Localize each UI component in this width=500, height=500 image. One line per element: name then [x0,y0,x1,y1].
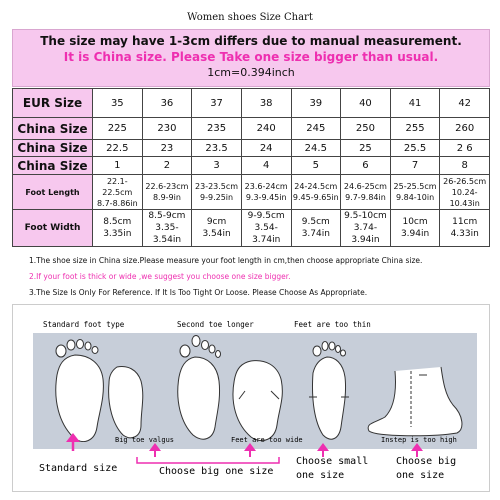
size-cell: 41 [390,89,440,118]
size-cell: 7 [390,157,440,175]
size-cell [192,210,242,247]
size-cell: 25.5 [390,140,440,157]
caption-standard-foot-type: Standard foot type [43,320,125,329]
foot-type-panel [12,304,490,492]
size-cell: 235 [192,118,242,140]
label-one-size-big: one size [396,470,445,481]
size-cell-line: 26-26.5cm [443,176,487,186]
notice-line-1: The size may have 1-3cm differs due to manual measurement. [40,34,462,48]
notice-line-2: It is China size. Please Take one size bigger than usual. [63,50,439,64]
size-cell: 36 [142,89,192,118]
size-cell: 22.5 [93,140,143,157]
size-cell: 1 [93,157,143,175]
foot-type-illustration [13,305,489,491]
size-cell-line: 9.5-10cm [344,211,387,221]
size-cell: 35 [93,89,143,118]
size-cell-line: 8.9-9in [152,193,181,202]
size-cell: 25 [341,140,391,157]
size-cell: 240 [241,118,291,140]
size-cell: 38 [241,89,291,118]
size-cell: 23 [142,140,192,157]
size-cell-line: 8.7-8.86in [96,198,138,208]
size-cell-line: 8.5-9cm [148,211,186,221]
size-cell-line: 10.24-10.43in [449,187,480,208]
size-cell [440,175,490,210]
row-header: China Size [13,157,93,175]
size-cell-line: 24.6-25cm [343,182,387,191]
size-cell-line: 8.5cm [103,217,132,227]
size-cell-line: 22.6-23cm [145,182,189,191]
size-cell [341,210,391,247]
size-row [13,175,490,210]
caption-big-toe-valgus: Big toe valgus [115,436,175,444]
size-cell-line: 9-9.25in [200,193,234,202]
size-cell-line: 24-24.5cm [294,182,338,191]
row-header: Foot Length [13,175,93,210]
note-1: 1.The shoe size in China size.Please measure your foot length in cm,then choose appropriate China size. [29,256,423,265]
size-cell-line: 9cm [206,217,227,227]
size-cell: 6 [341,157,391,175]
note-3: 3.The Size Is Only For Reference. If It Is Too Tight Or Loose. Please Choose As Appropriate. [29,288,368,297]
size-cell [291,210,341,247]
size-cell [341,175,391,210]
size-table [12,88,490,247]
size-cell: 245 [291,118,341,140]
size-cell: 260 [440,118,490,140]
size-cell: 24.5 [291,140,341,157]
size-cell [390,210,440,247]
caption-feet-too-wide: Feet are too wide [231,436,303,444]
size-cell [142,175,192,210]
size-cell: 37 [192,89,242,118]
chart-title: Women shoes Size Chart [187,12,313,23]
size-cell [440,210,490,247]
size-cell: 3 [192,157,242,175]
size-cell-line: 3.35-3.54in [152,223,182,245]
size-cell: 4 [241,157,291,175]
row-header: EUR Size [13,89,93,118]
size-cell-line: 3.74-3.94in [351,223,380,245]
size-cell-line: 9.3-9.45in [245,193,287,202]
size-row [13,140,490,157]
row-header: Foot Width [13,210,93,247]
size-row [13,157,490,175]
size-cell: 5 [291,157,341,175]
caption-feet-too-thin: Feet are too thin [294,320,371,329]
size-cell: 42 [440,89,490,118]
label-standard-size: Standard size [39,463,118,474]
size-cell-line: 9.45-9.65in [292,193,339,202]
size-cell-line: 25-25.5cm [393,182,437,191]
notice-line-3: 1cm=0.394inch [207,66,295,79]
size-row [13,210,490,247]
size-cell: 2 6 [440,140,490,157]
size-cell: 23.5 [192,140,242,157]
caption-instep-too-high: Instep is too high [381,436,457,444]
size-cell [93,175,143,210]
size-cell [142,210,192,247]
label-choose-small: Choose small [296,456,369,467]
size-cell-line: 23-23.5cm [195,182,239,191]
size-cell-line: 3.54in [202,229,231,239]
size-cell [93,210,143,247]
size-row [13,118,490,140]
size-row [13,89,490,118]
size-cell: 2 [142,157,192,175]
size-cell [241,175,291,210]
label-one-size-small: one size [296,470,345,481]
size-cell-line: 9.84-10in [395,193,435,202]
size-cell: 24 [241,140,291,157]
size-cell: 225 [93,118,143,140]
size-cell-line: 9.5cm [301,217,330,227]
size-cell-line: 3.54-3.74in [252,223,281,245]
size-cell [390,175,440,210]
size-cell: 8 [440,157,490,175]
label-choose-big: Choose big [396,456,457,467]
size-cell: 40 [341,89,391,118]
size-cell [192,175,242,210]
size-cell-line: 3.74in [301,229,330,239]
size-cell-line: 23.6-24cm [244,182,288,191]
size-cell [241,210,291,247]
size-cell-line: 10cm [402,217,428,227]
bracket-big-size [137,457,279,463]
size-cell: 230 [142,118,192,140]
size-cell-line: 3.35in [103,229,132,239]
notice-banner [12,29,490,87]
size-cell-line: 4.33in [450,229,479,239]
size-cell: 39 [291,89,341,118]
size-cell-line: 9.7-9.84in [345,193,386,202]
size-cell: 255 [390,118,440,140]
size-cell [291,175,341,210]
size-cell-line: 3.94in [400,229,430,239]
caption-second-toe-longer: Second toe longer [177,320,254,329]
size-cell-line: 22.1-22.5cm [102,176,133,197]
label-choose-big-one-size: Choose big one size [159,466,274,477]
size-cell-line: 9-9.5cm [247,211,285,221]
size-cell: 250 [341,118,391,140]
note-2: 2.If your foot is thick or wide ,we suggest you choose one size bigger. [29,272,291,281]
row-header: China Size [13,140,93,157]
size-cell-line: 11cm [452,217,478,227]
row-header: China Size [13,118,93,140]
